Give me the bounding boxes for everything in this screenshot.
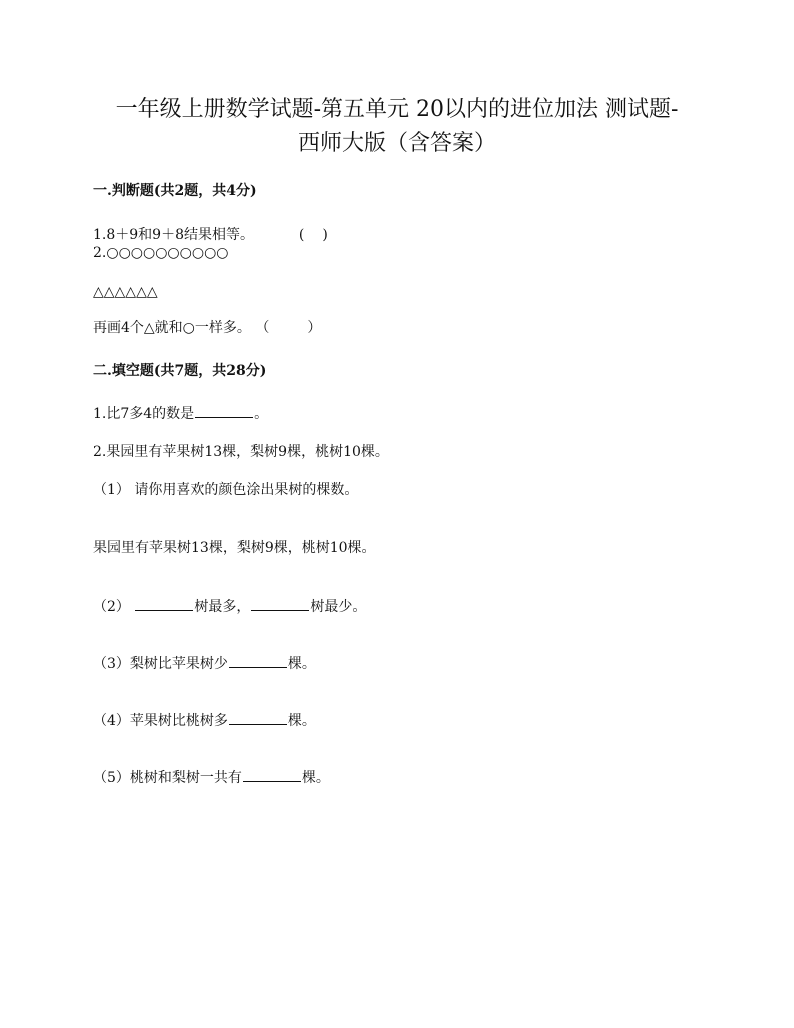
sub3-end-text: 棵。 — [287, 656, 316, 672]
judgment-question-1 — [93, 224, 328, 244]
fill-question-2-repeat: 果园里有苹果树13棵，梨树9棵，桃树10棵。 — [93, 540, 376, 556]
fill-question-2-sub2 — [93, 596, 366, 616]
fill-question-2-sub5 — [93, 767, 330, 787]
sub3-text: （3）梨树比苹果树少 — [93, 656, 228, 672]
answer-bracket-close: ） — [307, 320, 322, 336]
fill-question-1-text: 1.比7多4的数是 — [93, 406, 195, 422]
judgment-question-2-text: 再画4个△就和○一样多。 — [93, 320, 251, 336]
fill-question-1-end: 。 — [254, 406, 269, 422]
judgment-question-2-circles: 2.○○○○○○○○○○ — [93, 245, 229, 261]
fill-question-2-sub4 — [93, 710, 316, 730]
sub2-mid-text: 树最多， — [194, 599, 251, 615]
sub5-end-text: 棵。 — [301, 770, 330, 786]
answer-bracket-open: （ — [255, 320, 270, 336]
judgment-question-2-triangles: △△△△△△ — [93, 284, 158, 300]
fill-question-2-intro: 2.果园里有苹果树13棵，梨树9棵，桃树10棵。 — [93, 444, 389, 460]
answer-blank[interactable] — [229, 710, 287, 725]
answer-blank[interactable] — [243, 767, 301, 782]
page-title-line1: 一年级上册数学试题-第五单元 20以内的进位加法 测试题- — [115, 97, 679, 122]
fill-question-2-sub3 — [93, 653, 316, 673]
fill-question-1 — [93, 403, 268, 423]
answer-bracket-open: ( — [298, 227, 305, 243]
judgment-question-1-text: 1.8＋9和9＋8结果相等。 — [93, 227, 254, 243]
answer-bracket-close: ) — [322, 227, 328, 243]
answer-blank[interactable] — [195, 403, 253, 418]
sub2-end-text: 树最少。 — [310, 599, 367, 615]
section2-heading: 二.填空题(共7题，共28分) — [93, 363, 267, 379]
sub5-text: （5）桃树和梨树一共有 — [93, 770, 242, 786]
sub2-label: （2） — [93, 599, 130, 615]
answer-blank[interactable] — [229, 653, 287, 668]
judgment-question-2 — [93, 317, 321, 337]
sub4-end-text: 棵。 — [287, 713, 316, 729]
sub4-text: （4）苹果树比桃树多 — [93, 713, 228, 729]
page-title-line2: 西师大版（含答案） — [297, 131, 496, 156]
section1-heading: 一.判断题(共2题，共4分) — [93, 183, 257, 199]
answer-blank[interactable] — [251, 596, 309, 611]
answer-blank[interactable] — [135, 596, 193, 611]
fill-question-2-sub1: （1） 请你用喜欢的颜色涂出果树的棵数。 — [93, 482, 359, 498]
